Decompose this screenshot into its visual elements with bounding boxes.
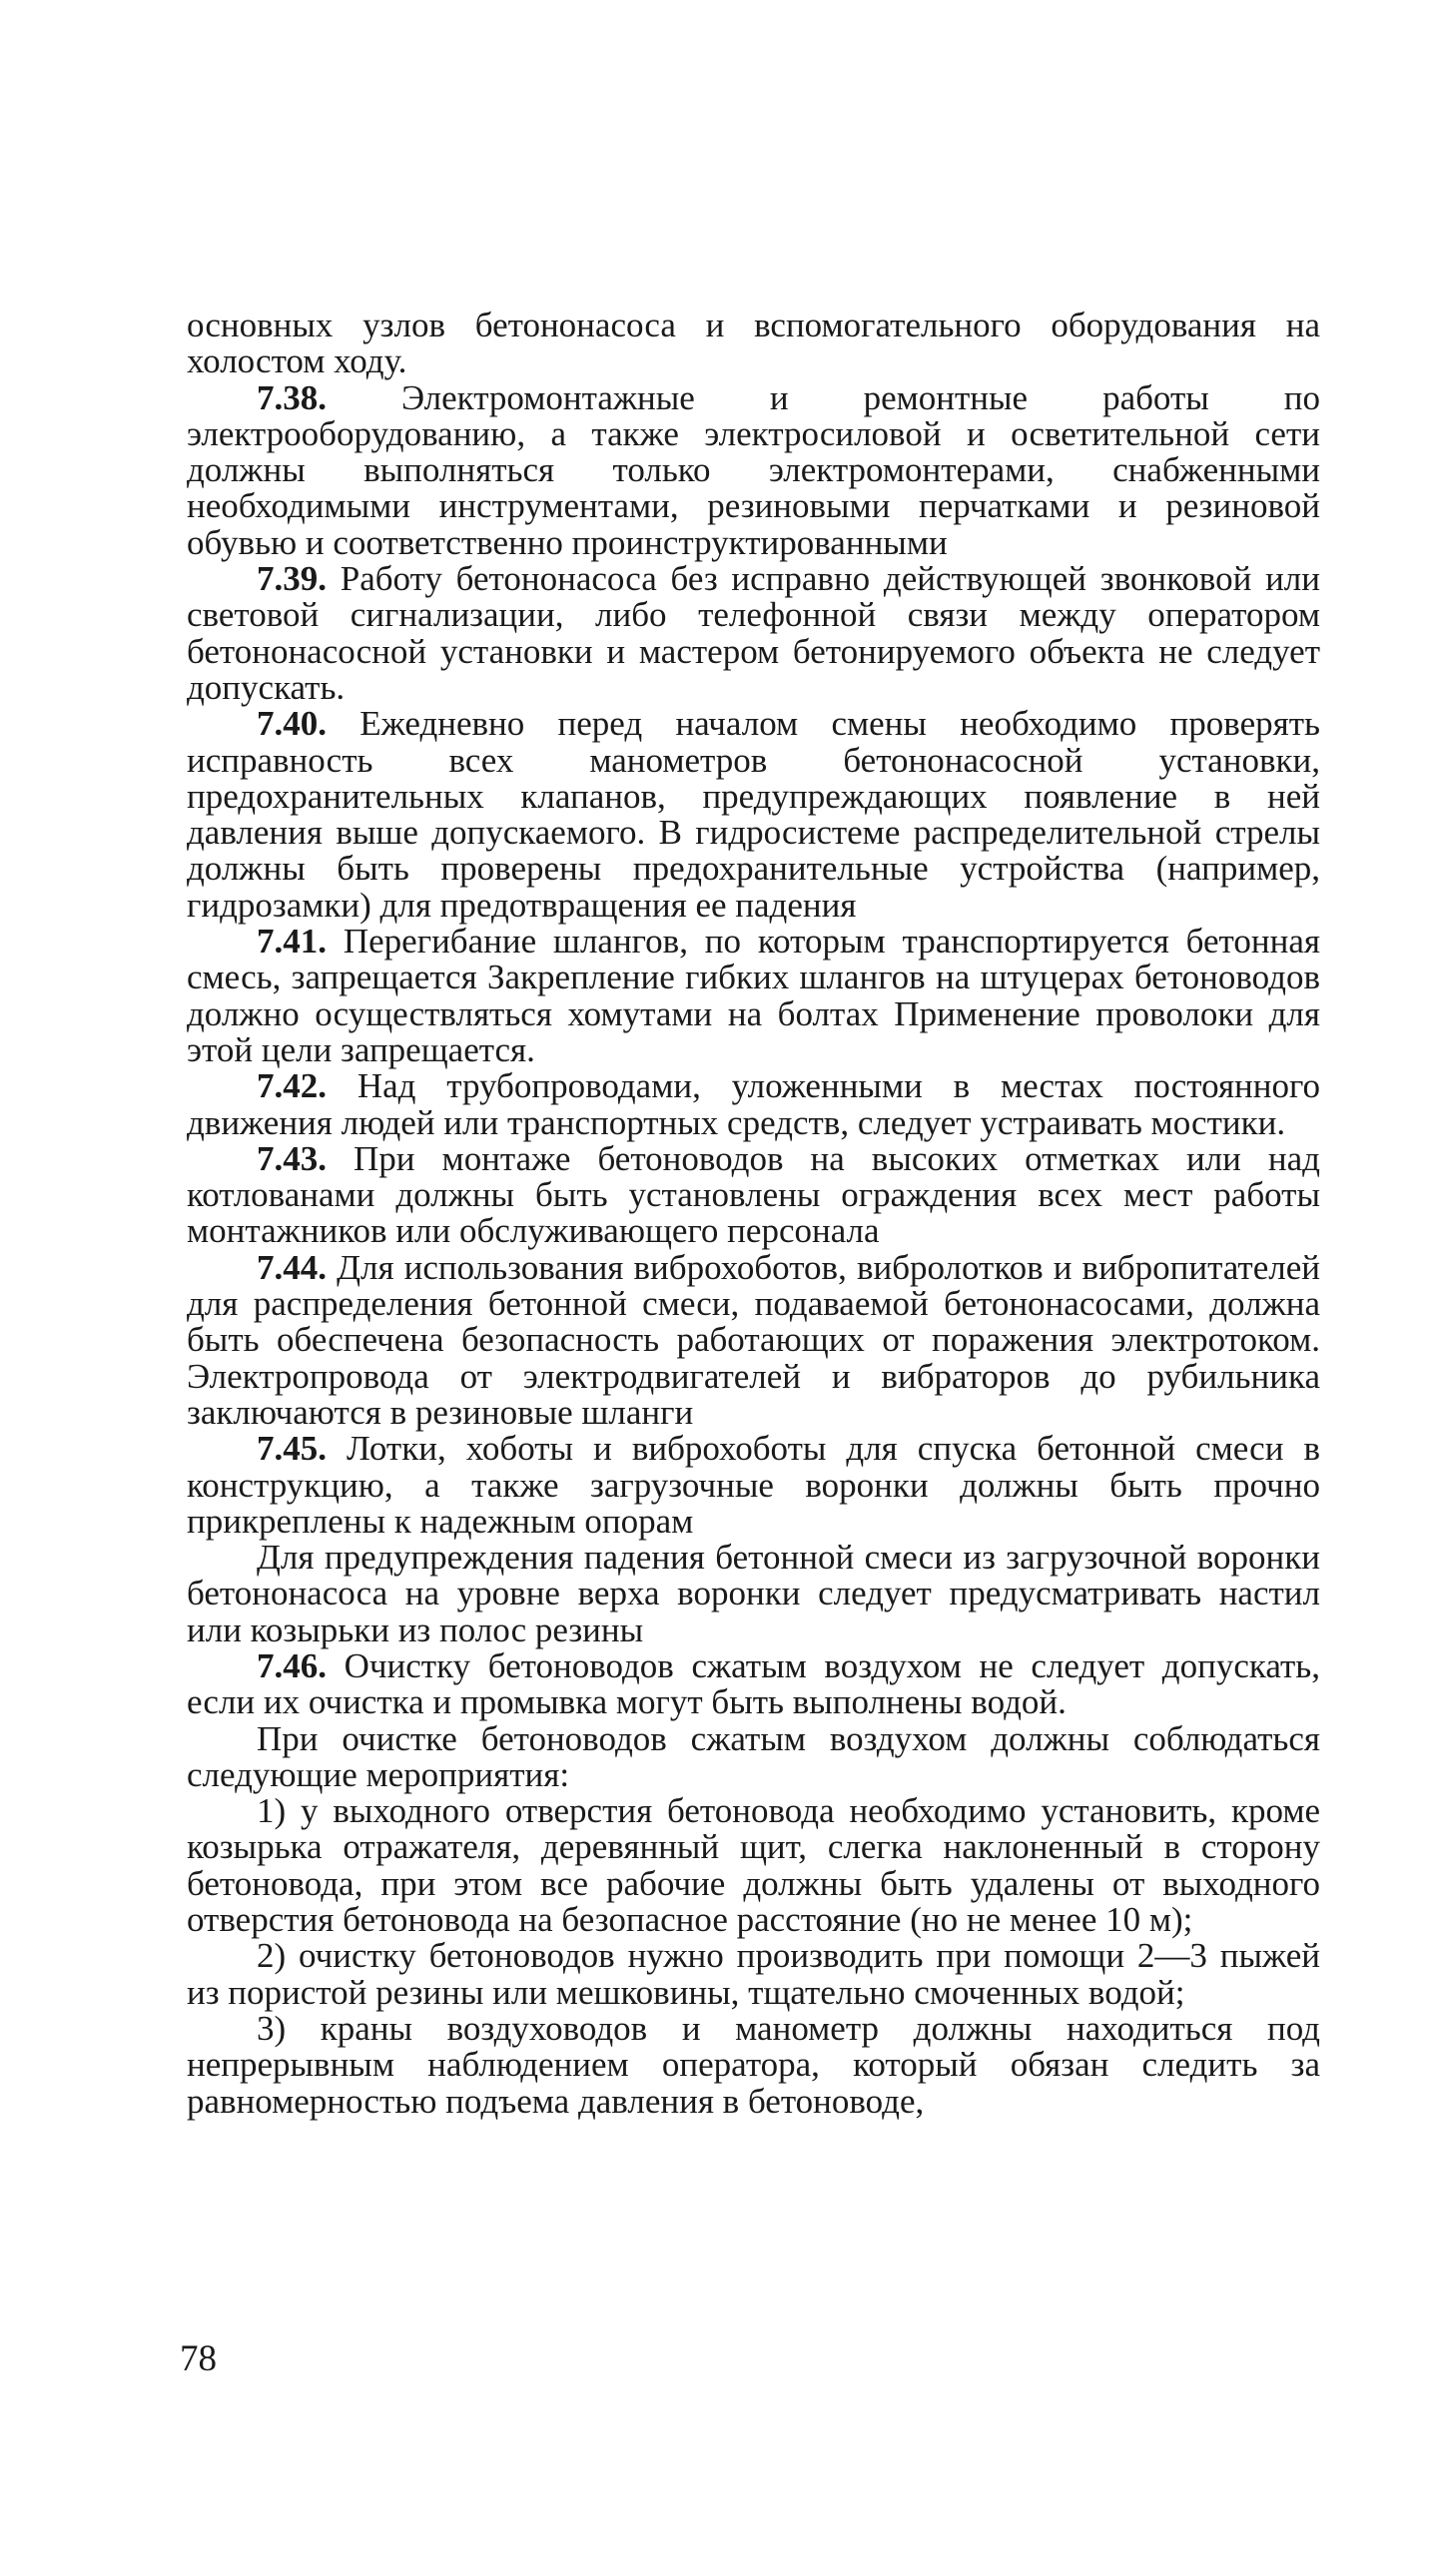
body-text (187, 308, 1320, 2120)
paragraph-7-41 (187, 924, 1320, 1068)
paragraph-7-43 (187, 1138, 1320, 1251)
clause-text: Над трубопроводами, уложенными в местах постоянного движения людей или транспортных средств, следует устраивать мостики. (187, 1066, 1320, 1142)
paragraph-measures-intro: При очистке бетоноводов сжатым воздухом должны соблюдаться следующие мероприятия: (187, 1718, 1320, 1794)
list-item-3: 3) краны воздуховодов и манометр должны находиться под непрерывным наблюдением оператора, который обязан следить за равномерностью подъема давления в бетоноводе, (187, 2008, 1320, 2121)
clause-number: 7.46. (257, 1645, 327, 1685)
paragraph-7-39 (187, 561, 1320, 706)
clause-number: 7.42. (257, 1066, 327, 1106)
clause-text: Лотки, хоботы и виброхоботы для спуска бетонной смеси в конструкцию, а также загрузочные воронки должны быть прочно прикреплены к надежным опорам (187, 1429, 1320, 1541)
list-item-2: 2) очистку бетоноводов нужно производить при помощи 2—3 пыжей из пористой резины или мешковины, тщательно смоченных водой; (187, 1936, 1320, 2012)
clause-text: Электромонтажные и ремонтные работы по электрооборудованию, а также электросиловой и осветительной сети должны выполняться только электромонтерами, снабженными необходимыми инструментами, резиновыми перчатками и резиновой обувью и соответственно проинструктированными (187, 377, 1320, 562)
clause-text: Перегибание шлангов, по которым транспортируется бетонная смесь, запрещается Закрепление гибких шлангов на штуцерах бетоноводов должно осуществляться хомутами на болтах Применение проволоки для этой цели запрещается. (187, 922, 1320, 1069)
paragraph-continuation: основных узлов бетононасоса и вспомогательного оборудования на холостом ходу. (187, 306, 1320, 381)
clause-text: Ежедневно перед началом смены необходимо проверять исправность всех манометров бетононасосной установки, предохранительных клапанов, предупреждающих появление в ней давления выше допускаемого. В гидросистеме распределительной стрелы должны быть проверены предохранительные устройства (например, гидрозамки) для предотвращения ее падения (187, 704, 1320, 925)
clause-number: 7.44. (257, 1247, 327, 1287)
paragraph-7-46 (187, 1645, 1320, 1722)
paragraph-7-42 (187, 1068, 1320, 1141)
page-number: 78 (180, 2338, 217, 2379)
paragraph-7-40 (187, 706, 1320, 924)
clause-number: 7.40. (257, 704, 327, 744)
clause-text: Очистку бетоноводов сжатым воздухом не следует допускать, если их очистка и промывка могут быть выполнены водой. (187, 1645, 1320, 1722)
clause-number: 7.38. (257, 377, 327, 417)
clause-text: Для использования виброхоботов, вибролотков и вибропитателей для распределения бетонной смеси, подаваемой бетононасосами, должна быть обеспечена безопасность работающих от поражения электротоком. Электропровода от электродвигателей и вибраторов до рубильника заключаются в резиновые шланги (187, 1247, 1320, 1432)
paragraph-7-45 (187, 1431, 1320, 1540)
paragraph-7-38 (187, 377, 1320, 562)
clause-number: 7.45. (257, 1429, 327, 1469)
paragraph-7-44 (187, 1247, 1320, 1432)
paragraph-7-45-note: Для предупреждения падения бетонной смеси из загрузочной воронки бетононасоса на уровне верха воронки следует предусматривать настил или козырьки из полос резины (187, 1538, 1320, 1649)
clause-number: 7.41. (257, 922, 327, 962)
clause-number: 7.39. (257, 559, 327, 599)
clause-number: 7.43. (257, 1138, 327, 1178)
clause-text: Работу бетононасоса без исправно действующей звонковой или световой сигнализации, либо телефонной связи между оператором бетононасосной установки и мастером бетонируемого объекта не следует допускать. (187, 559, 1320, 707)
clause-text: При монтаже бетоноводов на высоких отметках или над котлованами должны быть установлены ограждения всех мест работы монтажников или обслуживающего персонала (187, 1138, 1320, 1251)
list-item-1: 1) у выходного отверстия бетоновода необходимо установить, кроме козырька отражателя, деревянный щит, слегка наклоненный в сторону бетоновода, при этом все рабочие должны быть удалены от выходного отверстия бетоновода на безопасное расстояние (но не менее 10 м); (187, 1791, 1320, 1940)
